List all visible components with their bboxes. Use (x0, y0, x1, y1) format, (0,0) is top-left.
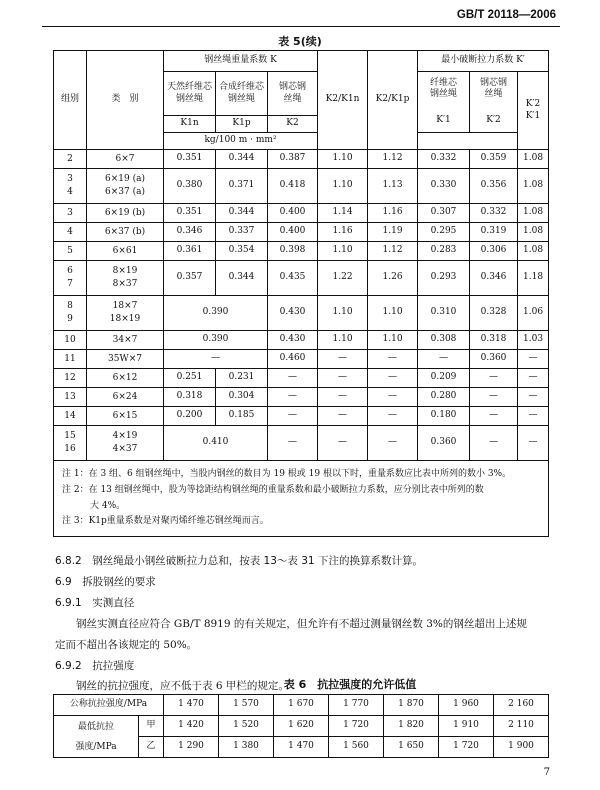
header-steel-core: 钢芯钢丝绳 (268, 72, 318, 116)
table-row (54, 426, 549, 461)
header-ratio: K′2 K′1 (518, 72, 549, 150)
sub-k2: K2 (268, 116, 318, 133)
jia-value: 1 520 (219, 716, 274, 737)
standard-number: GB/T 20118—2006 (456, 9, 556, 21)
header-breaking-force: 最小破断拉力系数 K′ (418, 51, 549, 72)
cell-k2: 0.398 (268, 242, 318, 261)
header-synthetic-fiber: 合成纤维芯钢丝绳 (216, 72, 268, 116)
cell-k1-prime: 0.280 (418, 388, 470, 407)
cell-type: 6×61 (87, 242, 164, 261)
cell-group: 13 (54, 388, 87, 407)
table-row (54, 242, 549, 261)
cell-k1n: 0.346 (164, 223, 216, 242)
cell-k2-k1n: — (318, 350, 368, 369)
cell-k2-k1n: 1.14 (318, 204, 368, 223)
cell-type: 18×7 18×19 (87, 296, 164, 331)
nominal-value: 1 470 (164, 695, 219, 716)
cell-k2-prime: 0.319 (470, 223, 518, 242)
cell-k2-k1p: 1.12 (368, 150, 418, 169)
cell-k2: 0.430 (268, 331, 318, 350)
cell-k1-prime: 0.332 (418, 150, 470, 169)
para-6-9-2: 钢丝的抗拉强度，应不低于表 6 甲栏的规定。 (76, 680, 289, 692)
cell-k2-k1n: 1.10 (318, 296, 368, 331)
cell-ratio: 1.08 (518, 223, 549, 242)
page-number: 7 (543, 767, 550, 778)
table-row (54, 169, 549, 204)
cell-k1-prime: 0.209 (418, 369, 470, 388)
cell-group: 15 16 (54, 426, 87, 461)
cell-type: 6×37 (b) (87, 223, 164, 242)
cell-k2-k1n: 1.16 (318, 223, 368, 242)
cell-ratio: — (518, 388, 549, 407)
header-type: 类 别 (87, 51, 164, 150)
cell-type: 4×19 4×37 (87, 426, 164, 461)
header-group: 组别 (54, 51, 87, 150)
cell-k2-k1p: — (368, 426, 418, 461)
cell-k2-prime: 0.360 (470, 350, 518, 369)
table-row (54, 261, 549, 296)
table6 (53, 694, 549, 758)
cell-k1-merged: 0.410 (164, 426, 268, 461)
table-row (54, 296, 549, 331)
cell-k2: 0.418 (268, 169, 318, 204)
cell-group: 3 4 (54, 169, 87, 204)
cell-type: 6×7 (87, 150, 164, 169)
table-row (54, 407, 549, 426)
cell-k2-prime: 0.318 (470, 331, 518, 350)
cell-group: 8 9 (54, 296, 87, 331)
cell-type: 6×24 (87, 388, 164, 407)
cell-k1p: 0.354 (216, 242, 268, 261)
cell-k1p: 0.185 (216, 407, 268, 426)
jia-value: 1 720 (329, 716, 384, 737)
cell-ratio: 1.03 (518, 331, 549, 350)
nominal-value: 2 160 (494, 695, 549, 716)
section-6-9: 6.9 拆股钢丝的要求 (55, 576, 156, 588)
cell-k1-prime: 0.308 (418, 331, 470, 350)
cell-k2: — (268, 407, 318, 426)
yi-value: 1 470 (274, 737, 329, 758)
header-rule (42, 26, 560, 27)
cell-k2-k1p: — (368, 388, 418, 407)
cell-k2: — (268, 369, 318, 388)
jia-value: 1 420 (164, 716, 219, 737)
cell-ratio: 1.08 (518, 169, 549, 204)
cell-k2-prime: 0.359 (470, 150, 518, 169)
cell-type: 6×15 (87, 407, 164, 426)
cell-k2-k1p: — (368, 350, 418, 369)
table-row (54, 695, 549, 716)
table-row (54, 204, 549, 223)
cell-type: 8×19 8×37 (87, 261, 164, 296)
cell-k2: — (268, 388, 318, 407)
header-weight-coef: 钢丝绳重量系数 K (164, 51, 318, 72)
cell-k2-prime: 0.346 (470, 261, 518, 296)
cell-k1-merged: 0.390 (164, 296, 268, 331)
cell-k2-prime: 0.356 (470, 169, 518, 204)
header-fiber-core: 纤维芯钢丝绳 K′1 (418, 72, 470, 133)
cell-type: 6×19 (a) 6×37 (a) (87, 169, 164, 204)
cell-k2-prime: 0.328 (470, 296, 518, 331)
cell-k1n: 0.351 (164, 204, 216, 223)
cell-k1-merged: 0.390 (164, 331, 268, 350)
cell-k1n: 0.380 (164, 169, 216, 204)
cell-k1-prime: 0.310 (418, 296, 470, 331)
table-row (54, 223, 549, 242)
cell-k2-prime: — (470, 369, 518, 388)
table-row (54, 388, 549, 407)
cell-group: 11 (54, 350, 87, 369)
cell-k1p: 0.337 (216, 223, 268, 242)
cell-k2-k1n: — (318, 407, 368, 426)
cell-k2-k1p: 1.13 (368, 169, 418, 204)
cell-k1p: 0.231 (216, 369, 268, 388)
cell-k1-prime: — (418, 350, 470, 369)
yi-value: 1 900 (494, 737, 549, 758)
cell-k1-prime: 0.360 (418, 426, 470, 461)
cell-k2: — (268, 426, 318, 461)
cell-k2-k1n: 1.10 (318, 331, 368, 350)
cell-k2: 0.435 (268, 261, 318, 296)
cell-k1-prime: 0.307 (418, 204, 470, 223)
cell-k2-prime: — (470, 426, 518, 461)
nominal-label: 公称抗拉强度/MPa (54, 695, 164, 716)
section-6-8-2: 6.8.2 钢丝绳最小钢丝破断拉力总和，按表 13～表 31 下注的换算系数计算。 (55, 555, 423, 567)
cell-k1-prime: 0.283 (418, 242, 470, 261)
nominal-value: 1 570 (219, 695, 274, 716)
cell-k1p: 0.344 (216, 150, 268, 169)
nominal-value: 1 870 (384, 695, 439, 716)
cell-k2-prime: — (470, 388, 518, 407)
yi-value: 1 380 (219, 737, 274, 758)
cell-ratio: 1.08 (518, 150, 549, 169)
cell-k2: 0.430 (268, 296, 318, 331)
nominal-value: 1 770 (329, 695, 384, 716)
cell-ratio: 1.06 (518, 296, 549, 331)
cell-k1n: 0.318 (164, 388, 216, 407)
header-natural-fiber: 天然纤维芯钢丝绳 (164, 72, 216, 116)
sub-k1n: K1n (164, 116, 216, 133)
cell-k2: 0.387 (268, 150, 318, 169)
note-2: 注 2：在 13 组钢丝绳中，股为等捻距结构钢丝绳的重量系数和最小破断拉力系数，应分别比表中所列的数 (62, 484, 484, 495)
cell-k1n: 0.351 (164, 150, 216, 169)
cell-k1n: 0.251 (164, 369, 216, 388)
para-6-9-1-line2: 定而不超出各该规定的 50%。 (55, 639, 198, 651)
cell-ratio: 1.08 (518, 204, 549, 223)
jia-value: 1 620 (274, 716, 329, 737)
table5 (53, 50, 549, 537)
table-row (54, 716, 549, 737)
cell-k2-k1n: 1.22 (318, 261, 368, 296)
cell-k1-merged: — (164, 350, 268, 369)
cell-k2-k1n: — (318, 369, 368, 388)
cell-k2-k1n: — (318, 426, 368, 461)
cell-k1-prime: 0.180 (418, 407, 470, 426)
min-strength-label: 最低抗拉 强度/MPa (54, 716, 139, 758)
cell-type: 6×19 (b) (87, 204, 164, 223)
cell-k2-k1p: — (368, 369, 418, 388)
cell-k2-k1n: 1.10 (318, 150, 368, 169)
grade-yi: 乙 (139, 737, 164, 758)
note-1: 注 1：在 3 组、6 组钢丝绳中，当股内钢丝的数目为 19 根或 19 根以下时，重量系数应比表中所列的数小 3%。 (62, 469, 512, 479)
cell-type: 34×7 (87, 331, 164, 350)
header-k2-k1n: K2/K1n (318, 51, 368, 150)
jia-value: 2 110 (494, 716, 549, 737)
cell-k1-prime: 0.293 (418, 261, 470, 296)
yi-value: 1 650 (384, 737, 439, 758)
cell-k2: 0.460 (268, 350, 318, 369)
cell-k2-k1p: 1.19 (368, 223, 418, 242)
table-row (54, 150, 549, 169)
cell-k2-k1p: — (368, 407, 418, 426)
table5-title: 表 5(续) (278, 35, 322, 48)
cell-group: 5 (54, 242, 87, 261)
cell-group: 6 7 (54, 261, 87, 296)
cell-ratio: — (518, 407, 549, 426)
note-3: 注 3：K1p重量系数是对聚丙烯纤维芯钢丝绳而言。 (62, 516, 269, 527)
cell-group: 2 (54, 150, 87, 169)
cell-k1n: 0.361 (164, 242, 216, 261)
cell-type: 6×12 (87, 369, 164, 388)
cell-group: 3 (54, 204, 87, 223)
cell-ratio: — (518, 369, 549, 388)
note-2-cont: 大 4%。 (90, 500, 126, 511)
cell-ratio: — (518, 426, 549, 461)
header-k2-k1p: K2/K1p (368, 51, 418, 150)
nominal-value: 1 960 (439, 695, 494, 716)
grade-jia: 甲 (139, 716, 164, 737)
cell-k1n: 0.357 (164, 261, 216, 296)
cell-group: 4 (54, 223, 87, 242)
cell-group: 12 (54, 369, 87, 388)
cell-k2-k1p: 1.16 (368, 204, 418, 223)
cell-k2-prime: 0.306 (470, 242, 518, 261)
cell-k1p: 0.344 (216, 204, 268, 223)
section-6-9-1: 6.9.1 实测直径 (55, 597, 135, 609)
cell-k1p: 0.304 (216, 388, 268, 407)
cell-k2-k1p: 1.12 (368, 242, 418, 261)
table6-title: 表 6 抗拉强度的允许低值 (283, 678, 417, 691)
cell-k1n: 0.200 (164, 407, 216, 426)
cell-k2-prime: 0.332 (470, 204, 518, 223)
yi-value: 1 560 (329, 737, 384, 758)
yi-value: 1 720 (439, 737, 494, 758)
unit-row: kg/100 m · mm² (164, 133, 318, 150)
cell-k2-k1p: 1.10 (368, 296, 418, 331)
header-steel-core-force: 钢芯钢丝绳 K′2 (470, 72, 518, 133)
cell-k2: 0.400 (268, 223, 318, 242)
cell-k2-k1n: — (318, 388, 368, 407)
cell-ratio: 1.08 (518, 242, 549, 261)
cell-k1-prime: 0.295 (418, 223, 470, 242)
cell-k2-k1p: 1.26 (368, 261, 418, 296)
para-6-9-1-line1: 钢丝实测直径应符合 GB/T 8919 的有关规定，但允许有不超过测量钢丝数 3%的钢丝超出上述规 (76, 618, 527, 630)
table-row (54, 369, 549, 388)
cell-k2-k1p: 1.10 (368, 331, 418, 350)
cell-group: 10 (54, 331, 87, 350)
table-row (54, 350, 549, 369)
cell-k2-k1n: 1.10 (318, 169, 368, 204)
jia-value: 1 910 (439, 716, 494, 737)
sub-k1p: K1p (216, 116, 268, 133)
cell-type: 35W×7 (87, 350, 164, 369)
cell-k2: 0.400 (268, 204, 318, 223)
cell-k1p: 0.344 (216, 261, 268, 296)
yi-value: 1 290 (164, 737, 219, 758)
table5-notes (54, 461, 549, 537)
cell-k2-prime: — (470, 407, 518, 426)
nominal-value: 1 670 (274, 695, 329, 716)
cell-k1p: 0.371 (216, 169, 268, 204)
cell-k1-prime: 0.330 (418, 169, 470, 204)
cell-ratio: 1.18 (518, 261, 549, 296)
cell-k2-k1n: 1.10 (318, 242, 368, 261)
cell-group: 14 (54, 407, 87, 426)
table-row (54, 331, 549, 350)
section-6-9-2: 6.9.2 抗拉强度 (55, 660, 135, 672)
cell-ratio: — (518, 350, 549, 369)
jia-value: 1 820 (384, 716, 439, 737)
